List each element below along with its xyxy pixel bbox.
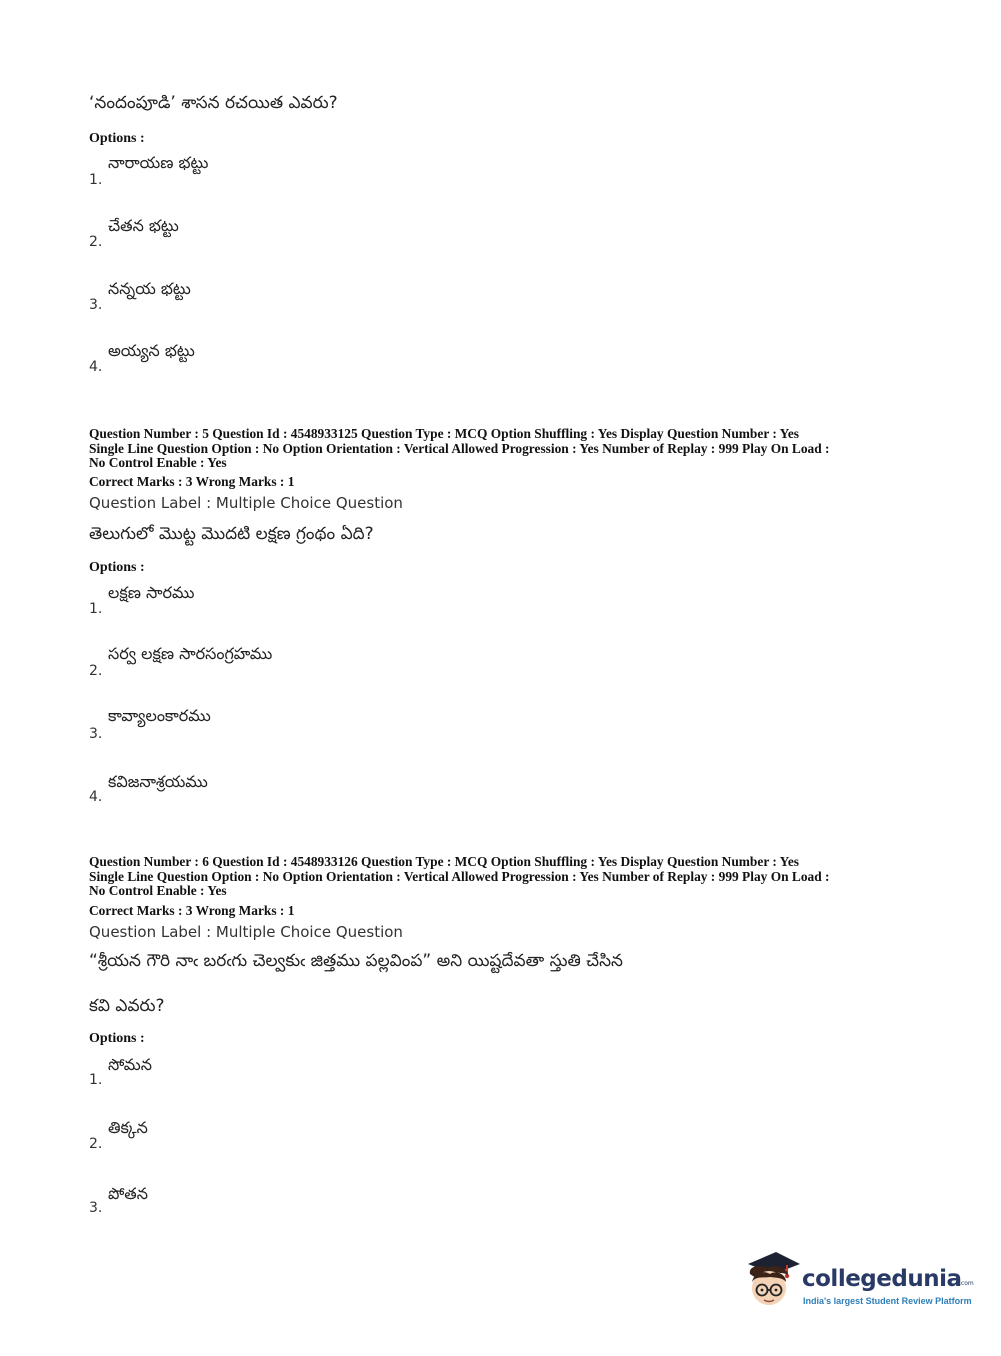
option-number: 4.: [89, 789, 103, 805]
option-text: నారాయణ భట్టు: [108, 153, 209, 172]
option-number: 2.: [89, 1136, 103, 1152]
meta-line: Single Line Question Option : No Option Orientation : Vertical Allowed Progression : Yes Number of Replay : 999 Play On Load :: [89, 868, 830, 884]
meta-line: Single Line Question Option : No Option Orientation : Vertical Allowed Progression : Yes Number of Replay : 999 Play On Load :: [89, 440, 830, 456]
option-text: చేతన భట్టు: [108, 216, 179, 235]
option-text: సర్వ లక్షణ సారసంగ్రహము: [108, 644, 273, 663]
option-number: 2.: [89, 663, 103, 679]
option-text: కావ్యాలంకారము: [108, 706, 211, 725]
marks-info: Correct Marks : 3 Wrong Marks : 1: [89, 903, 295, 918]
option-number: 1.: [89, 1072, 103, 1088]
question-text-continued: కవి ఎవరు?: [89, 996, 165, 1016]
option-number: 4.: [89, 359, 103, 375]
options-heading: Options :: [89, 1031, 145, 1046]
question-text: తెలుగులో మొట్ట మొదటి లక్షణ గ్రంథం ఏది?: [89, 524, 374, 544]
option-text: నన్నయ భట్టు: [108, 279, 191, 298]
options-heading: Options :: [89, 131, 145, 146]
option-number: 3.: [89, 726, 103, 742]
question-meta: [89, 427, 829, 471]
options-heading: Options :: [89, 560, 145, 575]
logo-tagline: India's largest Student Review Platform: [803, 1296, 972, 1306]
marks-info: Correct Marks : 3 Wrong Marks : 1: [89, 474, 295, 489]
meta-line: No Control Enable : Yes: [89, 455, 227, 471]
option-number: 2.: [89, 234, 103, 250]
logo-wordmark: collegedunia: [802, 1266, 962, 1292]
meta-line: Question Number : 6 Question Id : 4548933126 Question Type : MCQ Option Shuffling : Yes Display Question Number : Yes: [89, 854, 800, 869]
option-text: కవిజనాశ్రయము: [108, 772, 208, 791]
option-number: 3.: [89, 1200, 103, 1216]
logo-domain: .com: [959, 1280, 974, 1287]
meta-line: No Control Enable : Yes: [89, 883, 227, 899]
option-number: 3.: [89, 297, 103, 313]
option-text: సోమన: [108, 1055, 152, 1074]
question-label: Question Label : Multiple Choice Question: [89, 923, 403, 941]
meta-line: Question Number : 5 Question Id : 4548933125 Question Type : MCQ Option Shuffling : Yes Display Question Number : Yes: [89, 426, 800, 441]
option-text: లక్షణ సారము: [108, 583, 195, 602]
student-mascot-icon: [742, 1250, 802, 1312]
option-text: పోతన: [108, 1184, 148, 1203]
question-meta: [89, 855, 829, 899]
option-text: తిక్కన: [108, 1118, 148, 1137]
collegedunia-logo[interactable]: [742, 1250, 972, 1320]
question-text: “శ్రీయన గౌరి నాఁ బరఁగు చెల్వకుఁ జిత్తము పల్లవింప” అని యిష్టదేవతా స్తుతి చేసిన: [89, 951, 623, 971]
question-text: ‘నందంపూడి’ శాసన రచయిత ఎవరు?: [89, 93, 338, 113]
option-number: 1.: [89, 601, 103, 617]
question-label: Question Label : Multiple Choice Question: [89, 494, 403, 512]
option-number: 1.: [89, 172, 103, 188]
option-text: అయ్యన భట్టు: [108, 341, 195, 360]
